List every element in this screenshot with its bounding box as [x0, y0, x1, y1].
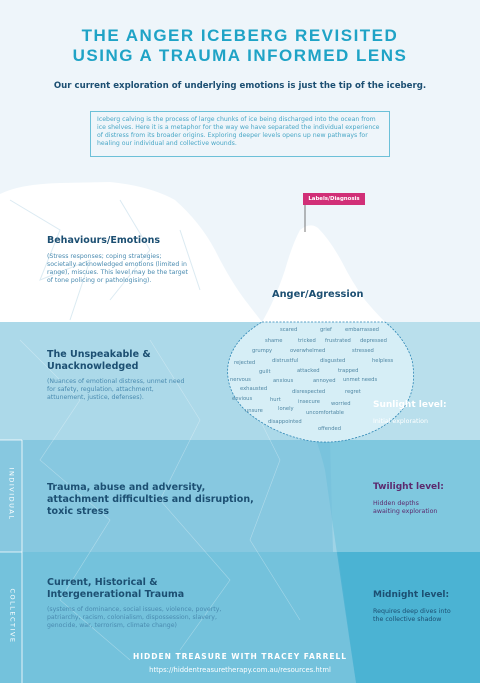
behaviours-heading: Behaviours/Emotions [47, 235, 161, 246]
intro-text: Iceberg calving is the process of large chunks of ice being discharged into the ocean from ice shelves. Here it is a metaphor for the way we have separated the individual experience of distress from its broader origins. Exploring deeper levels opens up new pathways for healing our individual and collective wounds. [90, 111, 390, 157]
twilight-level-name: Twilight level: [373, 482, 444, 492]
midnight-level-desc-2: the collective shadow [373, 616, 442, 623]
peak-label: Anger/Agression [272, 289, 364, 300]
emotion-word: embarrassed [345, 327, 379, 333]
trauma-heading-2: attachment difficulties and disruption, [47, 494, 254, 505]
emotion-word: grumpy [252, 348, 273, 354]
current-body: (systems of dominance, social issues, violence, poverty, patriarchy, racism, colonialism, dispossession, slavery, genocide, war, terrorism, climate change) [47, 606, 222, 629]
emotion-word: attacked [297, 368, 320, 374]
emotion-word: insecure [298, 399, 320, 405]
footer-url[interactable]: https://hiddentreasuretherapy.com.au/resources.html [149, 666, 331, 674]
emotion-word: frustrated [325, 338, 351, 344]
emotion-word: hurt [270, 397, 281, 403]
sunlight-level-desc: Initial exploration [373, 418, 429, 425]
emotion-word: guilt [259, 369, 271, 375]
emotion-word: regret [345, 389, 361, 395]
midnight-level-name: Midnight level: [373, 590, 450, 600]
title-line-2: USING A TRAUMA INFORMED LENS [72, 46, 408, 65]
emotion-word: nervous [230, 377, 251, 383]
emotion-word: depressed [360, 338, 387, 344]
emotion-word: worried [331, 401, 351, 407]
unspeakable-body: (Nuances of emotional distress, unmet need for safety, regulation, attachment, attunement, justice, defenses). [47, 378, 185, 401]
emotion-word: tricked [298, 338, 316, 344]
individual-side-label: INDIVIDUAL [7, 467, 16, 521]
footer-brand: HIDDEN TREASURE WITH TRACEY FARRELL [132, 652, 348, 661]
emotion-word: unsure [245, 408, 263, 414]
emotion-word: stressed [352, 348, 374, 354]
emotion-word: disgusted [320, 358, 346, 364]
emotion-word: trapped [338, 368, 359, 374]
trauma-heading-3: toxic stress [47, 506, 110, 517]
emotion-word: overwhelmed [290, 348, 326, 354]
twilight-level-desc-2: awaiting exploration [373, 508, 438, 515]
title-line-1: THE ANGER ICEBERG REVISITED [81, 26, 399, 45]
current-heading-2: Intergenerational Trauma [47, 589, 185, 600]
current-heading-1: Current, Historical & [47, 577, 158, 588]
emotion-word: annoyed [313, 378, 336, 384]
emotion-word: scared [280, 327, 298, 333]
labels-diagnosis-flag: Labels/Diagnosis [303, 193, 365, 205]
emotion-word: distrustful [272, 358, 299, 364]
twilight-level-desc-1: Hidden depths [373, 500, 419, 507]
emotion-word: disappointed [268, 419, 302, 425]
behaviours-body: (Stress responses; coping strategies; societally acknowledged emotions (limited in range), miscues. This level may be the target of tone policing or pathologising). [47, 253, 188, 284]
emotion-word: shame [265, 338, 283, 344]
collective-side-label: COLLECTIVE [8, 588, 17, 644]
emotion-word: anxious [273, 378, 294, 384]
emotion-word: grief [320, 327, 332, 333]
subtitle: Our current exploration of underlying emotions is just the tip of the iceberg. [53, 81, 427, 91]
emotion-word: helpless [372, 358, 394, 364]
emotion-word: rejected [234, 360, 256, 366]
emotion-word: offended [318, 426, 342, 432]
unspeakable-heading-2: Unacknowledged [47, 361, 139, 372]
emotion-word: uncomfortable [306, 410, 344, 416]
emotion-word: unmet needs [343, 377, 378, 383]
emotion-word: lonely [278, 406, 294, 412]
unspeakable-heading-1: The Unspeakable & [47, 349, 151, 360]
emotion-word: envious [232, 396, 253, 402]
sunlight-level-name: Sunlight level: [373, 400, 447, 410]
midnight-level-desc-1: Requires deep dives into [373, 608, 451, 615]
trauma-heading-1: Trauma, abuse and adversity, [47, 482, 206, 493]
emotion-word: disrespected [292, 389, 326, 395]
emotion-word: exhausted [240, 386, 268, 392]
